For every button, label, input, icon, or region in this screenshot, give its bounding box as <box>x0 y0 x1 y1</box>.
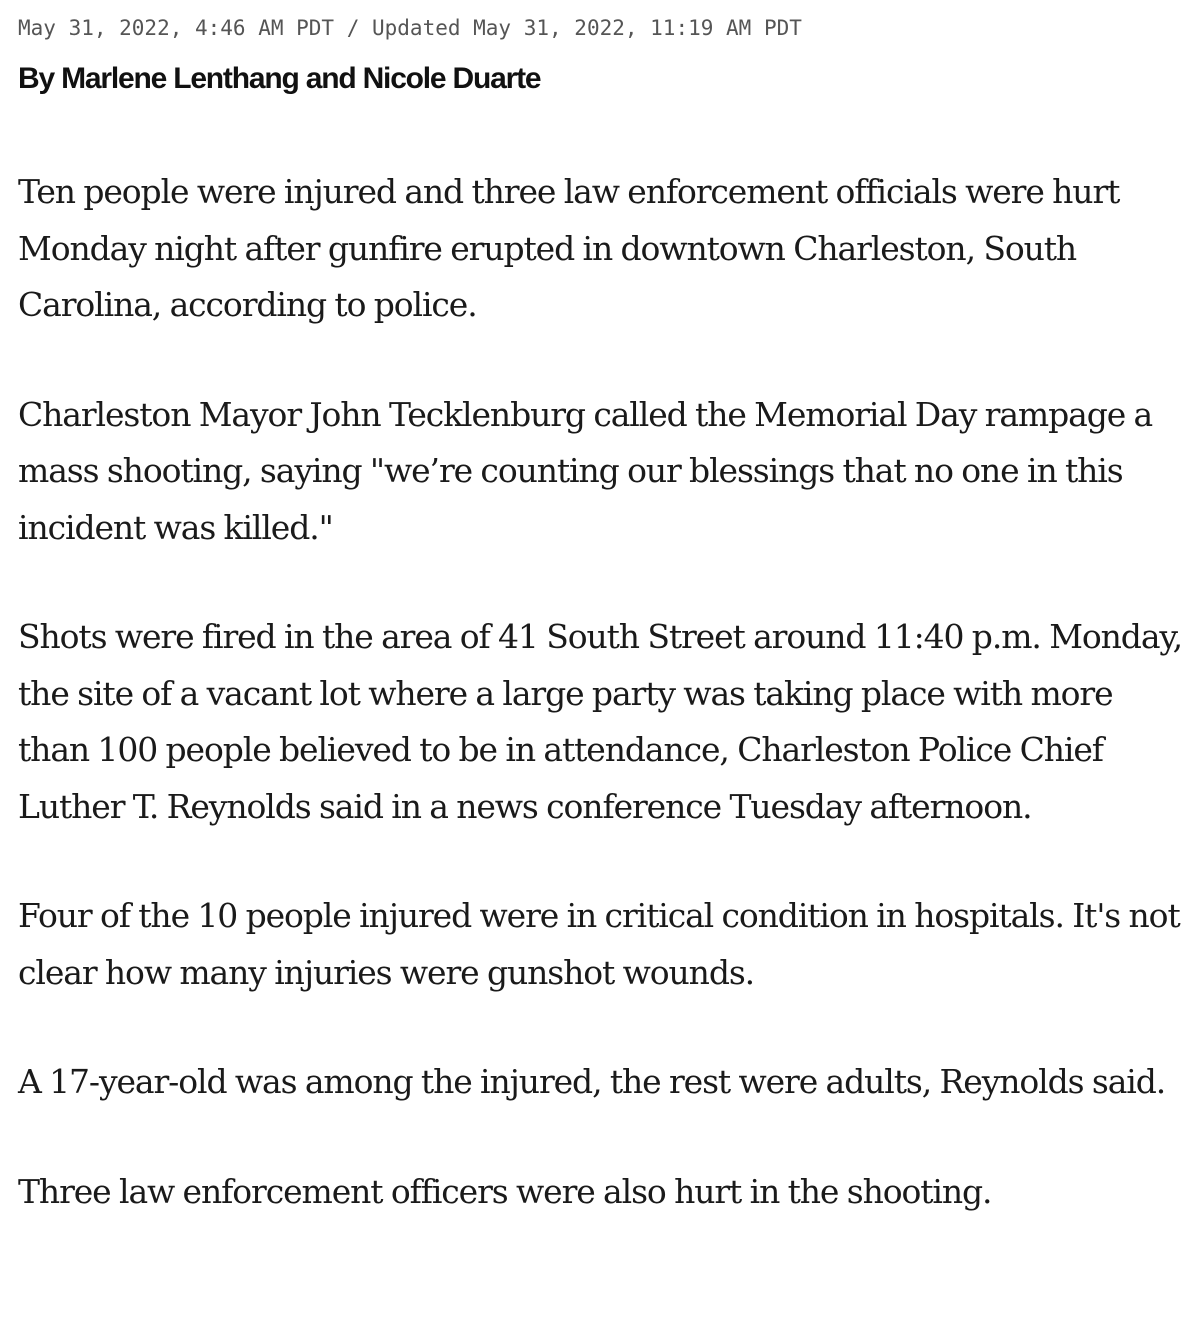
article-paragraph: Ten people were injured and three law enforcement officials were hurt Monday night after gunfire erupted in downtown Charleston, South Carolina, according to police. <box>18 172 1120 324</box>
article-timestamp: May 31, 2022, 4:46 AM PDT / Updated May 31, 2022, 11:19 AM PDT <box>18 16 802 40</box>
article-paragraph: Four of the 10 people injured were in critical condition in hospitals. It's not clear how many injuries were gunshot wounds. <box>18 896 1180 992</box>
article-paragraph: Three law enforcement officers were also hurt in the shooting. <box>18 1171 992 1211</box>
article-paragraph: A 17-year-old was among the injured, the rest were adults, Reynolds said. <box>18 1062 1166 1101</box>
article-paragraph: Charleston Mayor John Tecklenburg called the Memorial Day rampage a mass shooting, saying "we’re counting our blessings that no one in this incident was killed." <box>18 394 1153 547</box>
article-paragraph: Shots were fired in the area of 41 South Street around 11:40 p.m. Monday, the site of a vacant lot where a large party was taking place with more than 100 people believed to be in attendance, Charleston Police Chief Luther T. Reynolds said in a news conference Tuesday afternoon. <box>18 617 1182 826</box>
article-byline: By Marlene Lenthang and Nicole Duarte <box>18 62 541 95</box>
article-body <box>18 164 1183 1220</box>
